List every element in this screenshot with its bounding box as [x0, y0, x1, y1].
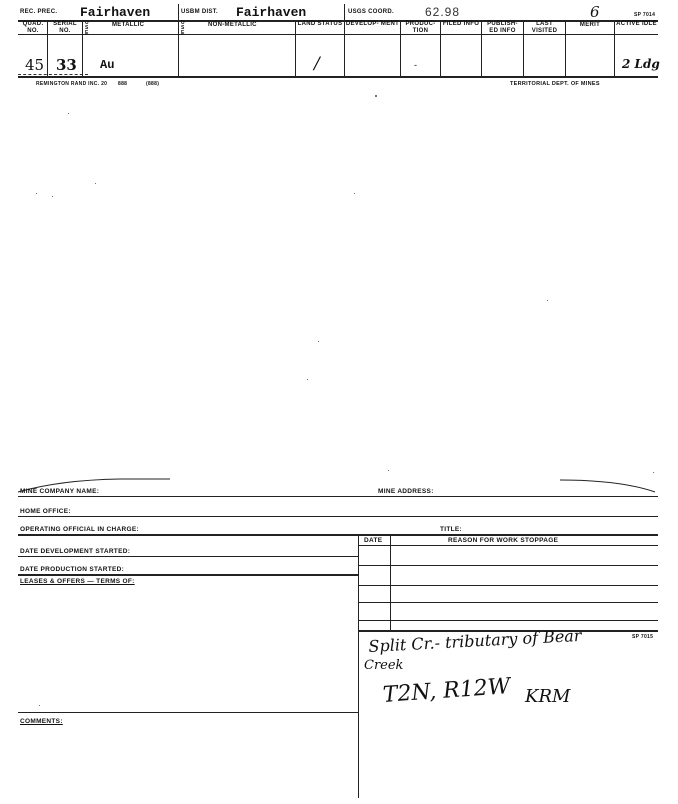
rule [18, 496, 658, 497]
row-quad-no: 45 [25, 56, 45, 74]
usbm-dist-label: USBM DIST. [181, 9, 219, 15]
printer-code-2: (888) [146, 81, 160, 87]
date-column-header: DATE [364, 537, 383, 544]
rule [358, 565, 658, 566]
col-last-visited: LAST VISITED [531, 21, 558, 34]
rec-prec-label: REC. PREC. [20, 9, 58, 15]
rule [358, 620, 658, 621]
divider [390, 534, 391, 630]
col-land-status: LAND STATUS [297, 21, 343, 27]
sheet-number: 6 [590, 3, 600, 21]
reason-column-header: REASON FOR WORK STOPPAGE [448, 537, 559, 544]
divider [614, 20, 615, 76]
printer-code: 888 [118, 81, 128, 87]
mine-address-label: MINE ADDRESS: [378, 488, 434, 495]
usgs-coord-label: USGS COORD. [348, 9, 394, 15]
scan-speck [36, 193, 37, 194]
rec-prec-value: Fairhaven [80, 5, 151, 20]
handwritten-note-line2: Creek [364, 658, 404, 673]
scan-speck [318, 341, 319, 342]
leases-offers-label: LEASES & OFFERS — TERMS OF: [20, 578, 135, 585]
row-serial-no: 33 [56, 56, 77, 74]
col-merit: MERIT [579, 22, 601, 28]
usbm-dist-value: Fairhaven [236, 5, 307, 20]
comments-label: COMMENTS: [20, 718, 63, 725]
row-bottom-rule [18, 76, 658, 78]
rule [358, 602, 658, 603]
col-quad-no: QUAD. NO. [22, 21, 44, 34]
col-nonmetallic-prefix: U S E [181, 20, 185, 36]
divider [440, 20, 441, 76]
form-code: SP 7014 [634, 12, 656, 18]
scan-speck [307, 379, 308, 380]
rule [18, 556, 358, 557]
col-non-metallic: NON-METALLIC [208, 22, 257, 28]
scan-speck [52, 196, 53, 197]
rule [18, 534, 658, 536]
rule [358, 585, 658, 586]
row-underline [18, 74, 88, 75]
divider [358, 630, 359, 798]
scan-speck [547, 300, 548, 301]
col-development: DEVELOP- MENT [345, 21, 400, 27]
divider [358, 534, 359, 630]
col-metallic-prefix: U S E [85, 20, 89, 36]
printer-credit: REMINGTON RAND INC. 20 [36, 81, 108, 87]
handwritten-initials: KRM [525, 686, 571, 707]
form-code-lower: SP 7015 [632, 634, 654, 640]
col-filed-info: FILED INFO [442, 21, 480, 27]
divider [82, 20, 83, 76]
col-production: PRODUC- TION [405, 21, 436, 34]
rule [18, 516, 658, 517]
usgs-coord-value: 62.98 [425, 5, 461, 19]
date-production-started-label: DATE PRODUCTION STARTED: [20, 566, 125, 573]
scan-speck [388, 470, 389, 471]
divider [344, 4, 345, 76]
rule [18, 574, 358, 576]
row-active-idle: 2 Ldg [622, 57, 660, 71]
col-published-info: PUBLISH- ED INFO [487, 21, 518, 34]
col-metallic: METALLIC [112, 22, 145, 28]
divider [178, 4, 179, 76]
divider [295, 20, 296, 76]
mine-company-name-label: MINE COMPANY NAME: [20, 488, 100, 495]
scan-speck [354, 193, 355, 194]
row-land-status: / [314, 54, 320, 74]
col-serial-no: SERIAL NO. [53, 21, 77, 34]
row-production: - [414, 60, 417, 70]
scan-speck [68, 113, 69, 114]
date-development-started-label: DATE DEVELOPMENT STARTED: [20, 548, 131, 555]
scan-speck [95, 183, 96, 184]
rule [18, 712, 358, 713]
operating-official-label: OPERATING OFFICIAL IN CHARGE: [20, 526, 139, 533]
handwritten-location: T2N, R12W [382, 674, 512, 708]
handwritten-note-line1: Split Cr.- tributary of Bear [368, 625, 582, 656]
scan-speck [375, 95, 377, 97]
card-edge-curves [0, 472, 678, 496]
col-active-idle: ACTIVE IDLE [616, 21, 657, 27]
department-name: TERRITORIAL DEPT. OF MINES [510, 81, 600, 87]
title-label: TITLE: [440, 526, 463, 533]
rule [358, 545, 658, 546]
scan-speck [39, 705, 40, 706]
row-metallic: Au [100, 58, 115, 72]
home-office-label: HOME OFFICE: [20, 508, 71, 515]
